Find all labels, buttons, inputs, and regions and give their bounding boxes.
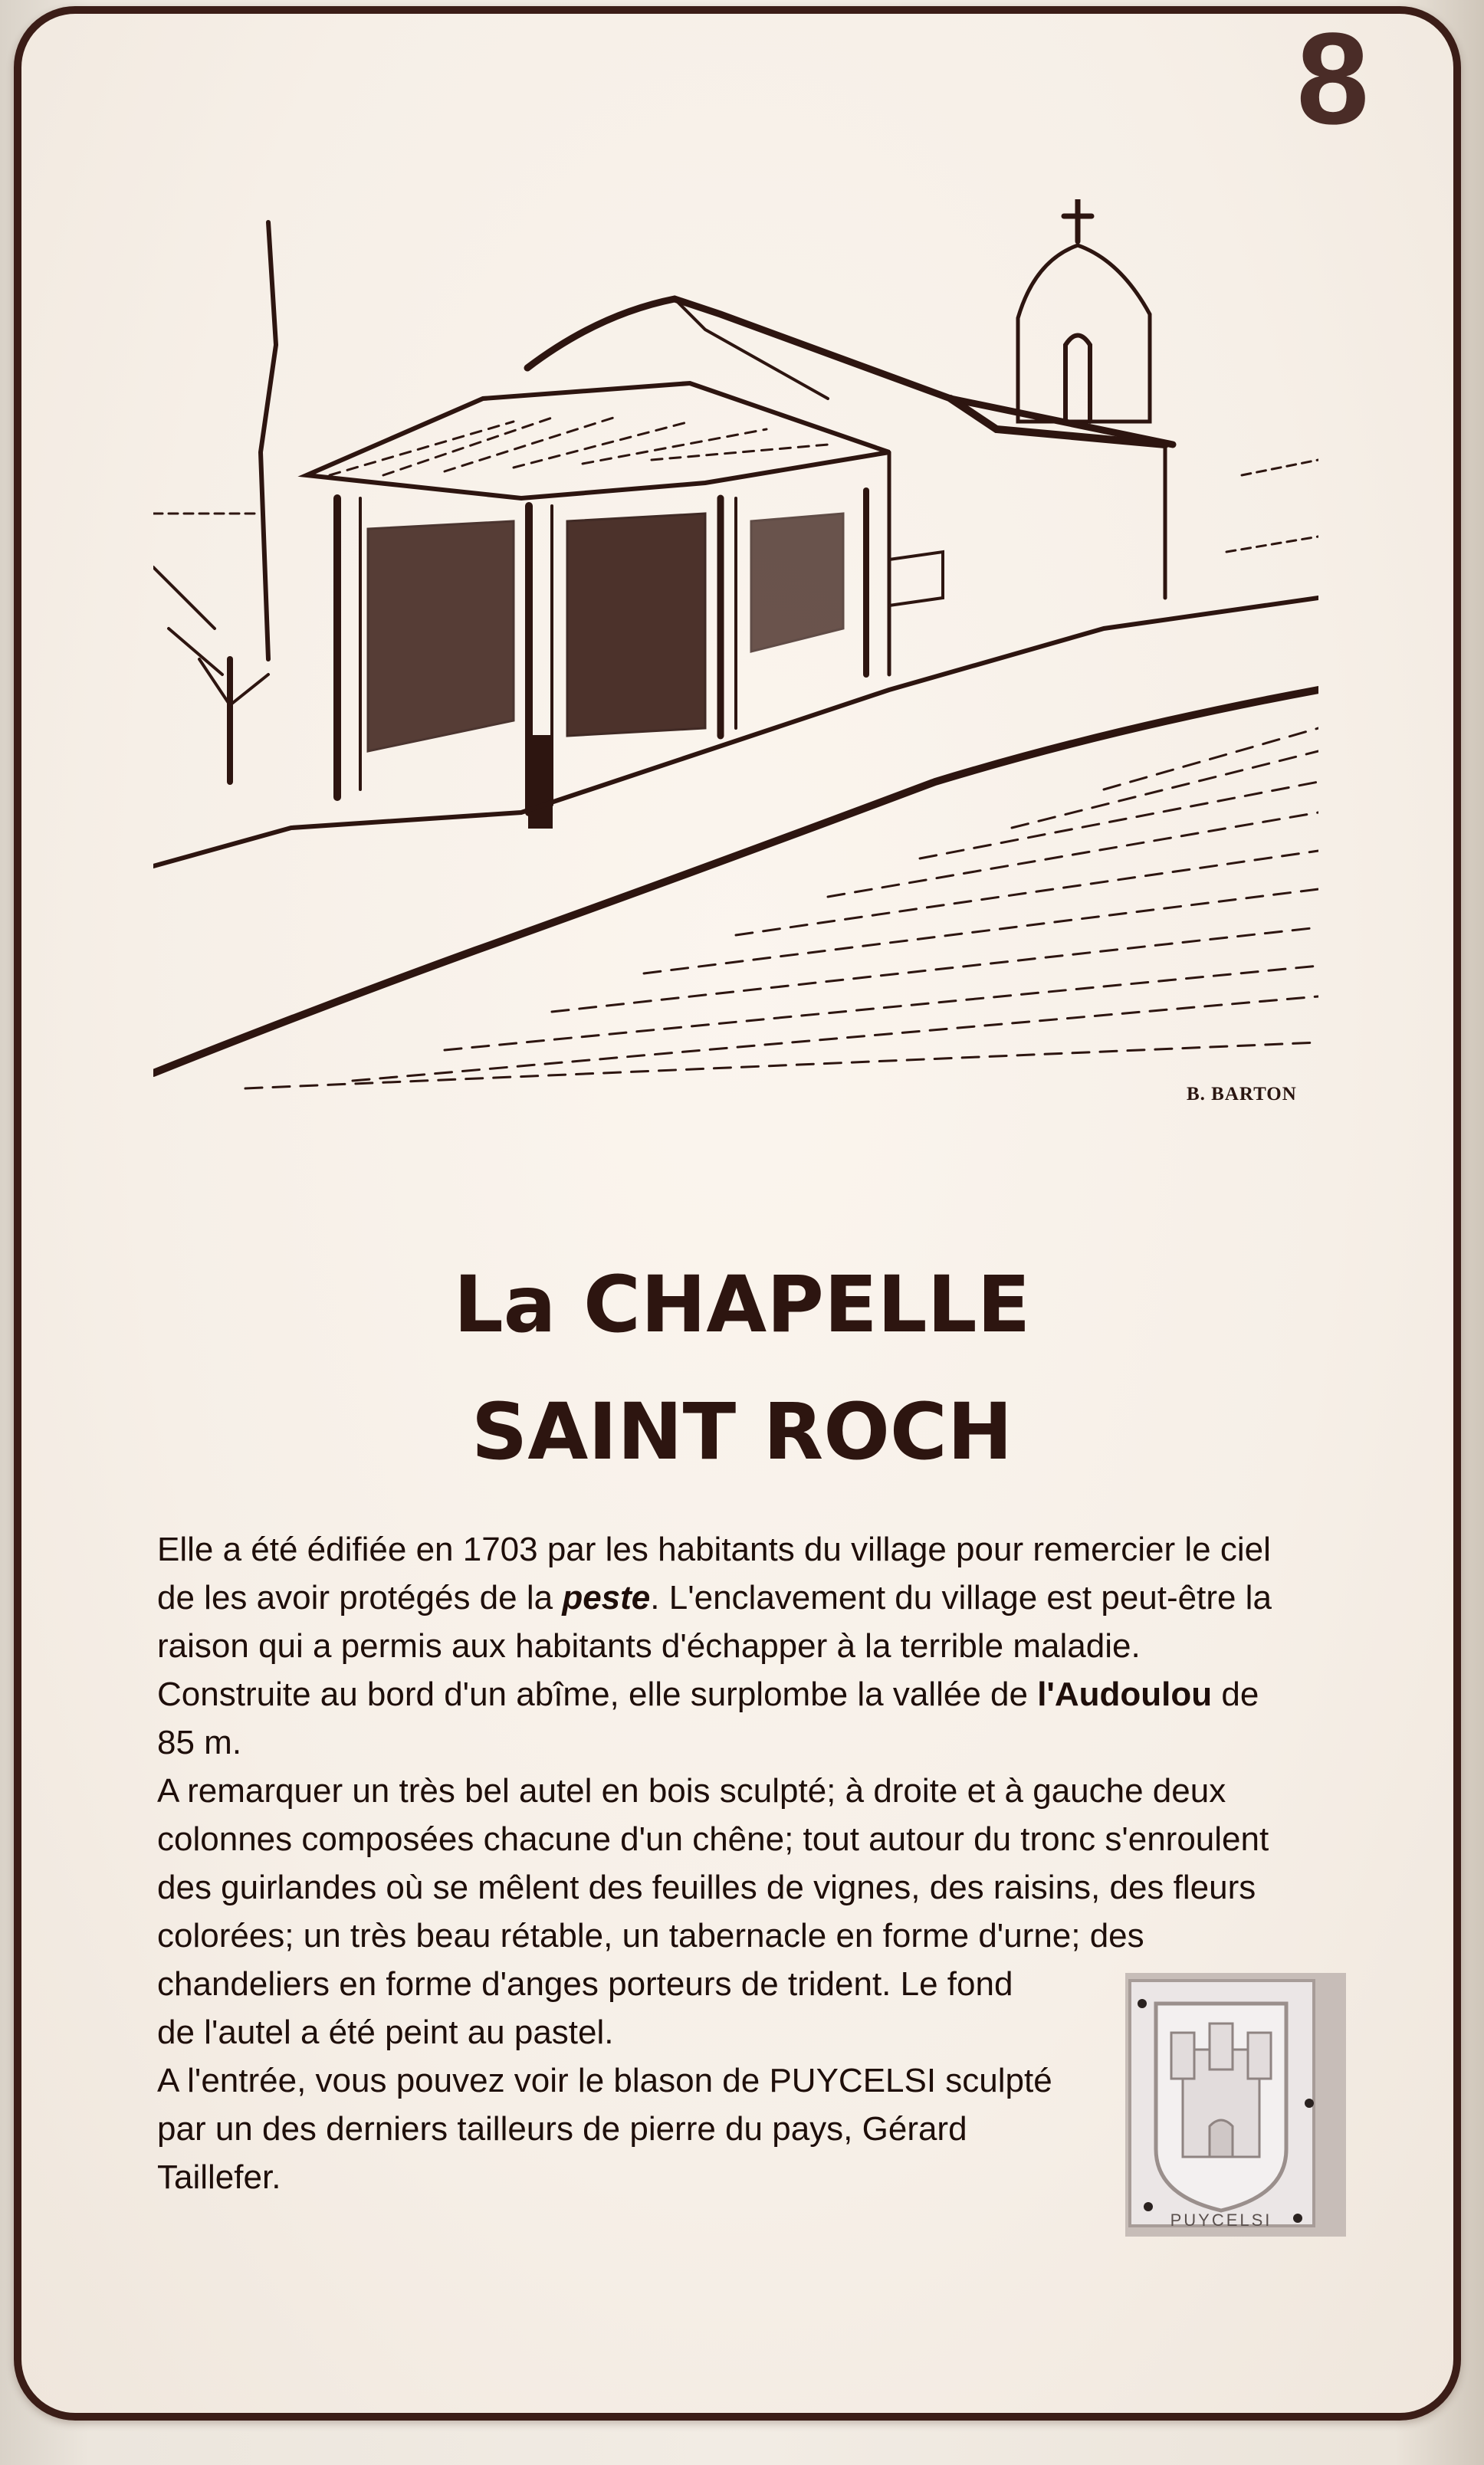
text-line: de l'autel a été peint au pastel.	[157, 2014, 614, 2051]
text-line: raison qui a permis aux habitants d'échapper à la terrible maladie.	[157, 1627, 1141, 1665]
text-line: A remarquer un très bel autel en bois sculpté; à droite et à gauche deux	[157, 1772, 1226, 1810]
text-segment: de les avoir protégés de la	[157, 1579, 563, 1617]
text-line: A l'entrée, vous pouvez voir le blason de PUYCELSI sculpté	[157, 2062, 1052, 2099]
text-line: chandeliers en forme d'anges porteurs de trident. Le fond	[157, 1965, 1013, 2003]
text-segment: Construite au bord d'un abîme, elle surplombe la vallée de	[157, 1676, 1038, 1713]
panel-number: 8	[1296, 6, 1369, 152]
text-line: 85 m.	[157, 1724, 242, 1761]
text-line: Taillefer.	[157, 2158, 281, 2196]
panel-title-line2: SAINT ROCH	[471, 1387, 1013, 1478]
illustration-credit: B. BARTON	[1187, 1084, 1297, 1104]
emphasis-peste: peste	[562, 1579, 651, 1617]
text-line: colonnes composées chacune d'un chêne; tout autour du tronc s'enroulent	[157, 1820, 1269, 1858]
blazon-caption: PUYCELSI	[1170, 2211, 1272, 2230]
chapel-sketch-illustration	[153, 199, 1318, 1096]
text-line: par un des derniers tailleurs de pierre du pays, Gérard	[157, 2110, 967, 2148]
text-segment: . L'enclavement du village est peut-être la	[650, 1579, 1272, 1617]
emphasis-audoulou: l'Audoulou	[1037, 1676, 1213, 1713]
text-line: colorées; un très beau rétable, un tabernacle en forme d'urne; des	[157, 1917, 1144, 1955]
panel-title-line1: La CHAPELLE	[453, 1259, 1031, 1351]
text-segment: de	[1212, 1676, 1259, 1713]
text-line-with-emphasis	[157, 1574, 1353, 1622]
text-line-with-emphasis	[157, 1670, 1353, 1718]
blazon-photo	[1125, 1973, 1346, 2237]
text-line: Elle a été édifiée en 1703 par les habitants du village pour remercier le ciel	[157, 1531, 1271, 1568]
text-line: des guirlandes où se mêlent des feuilles de vignes, des raisins, des fleurs	[157, 1869, 1256, 1906]
